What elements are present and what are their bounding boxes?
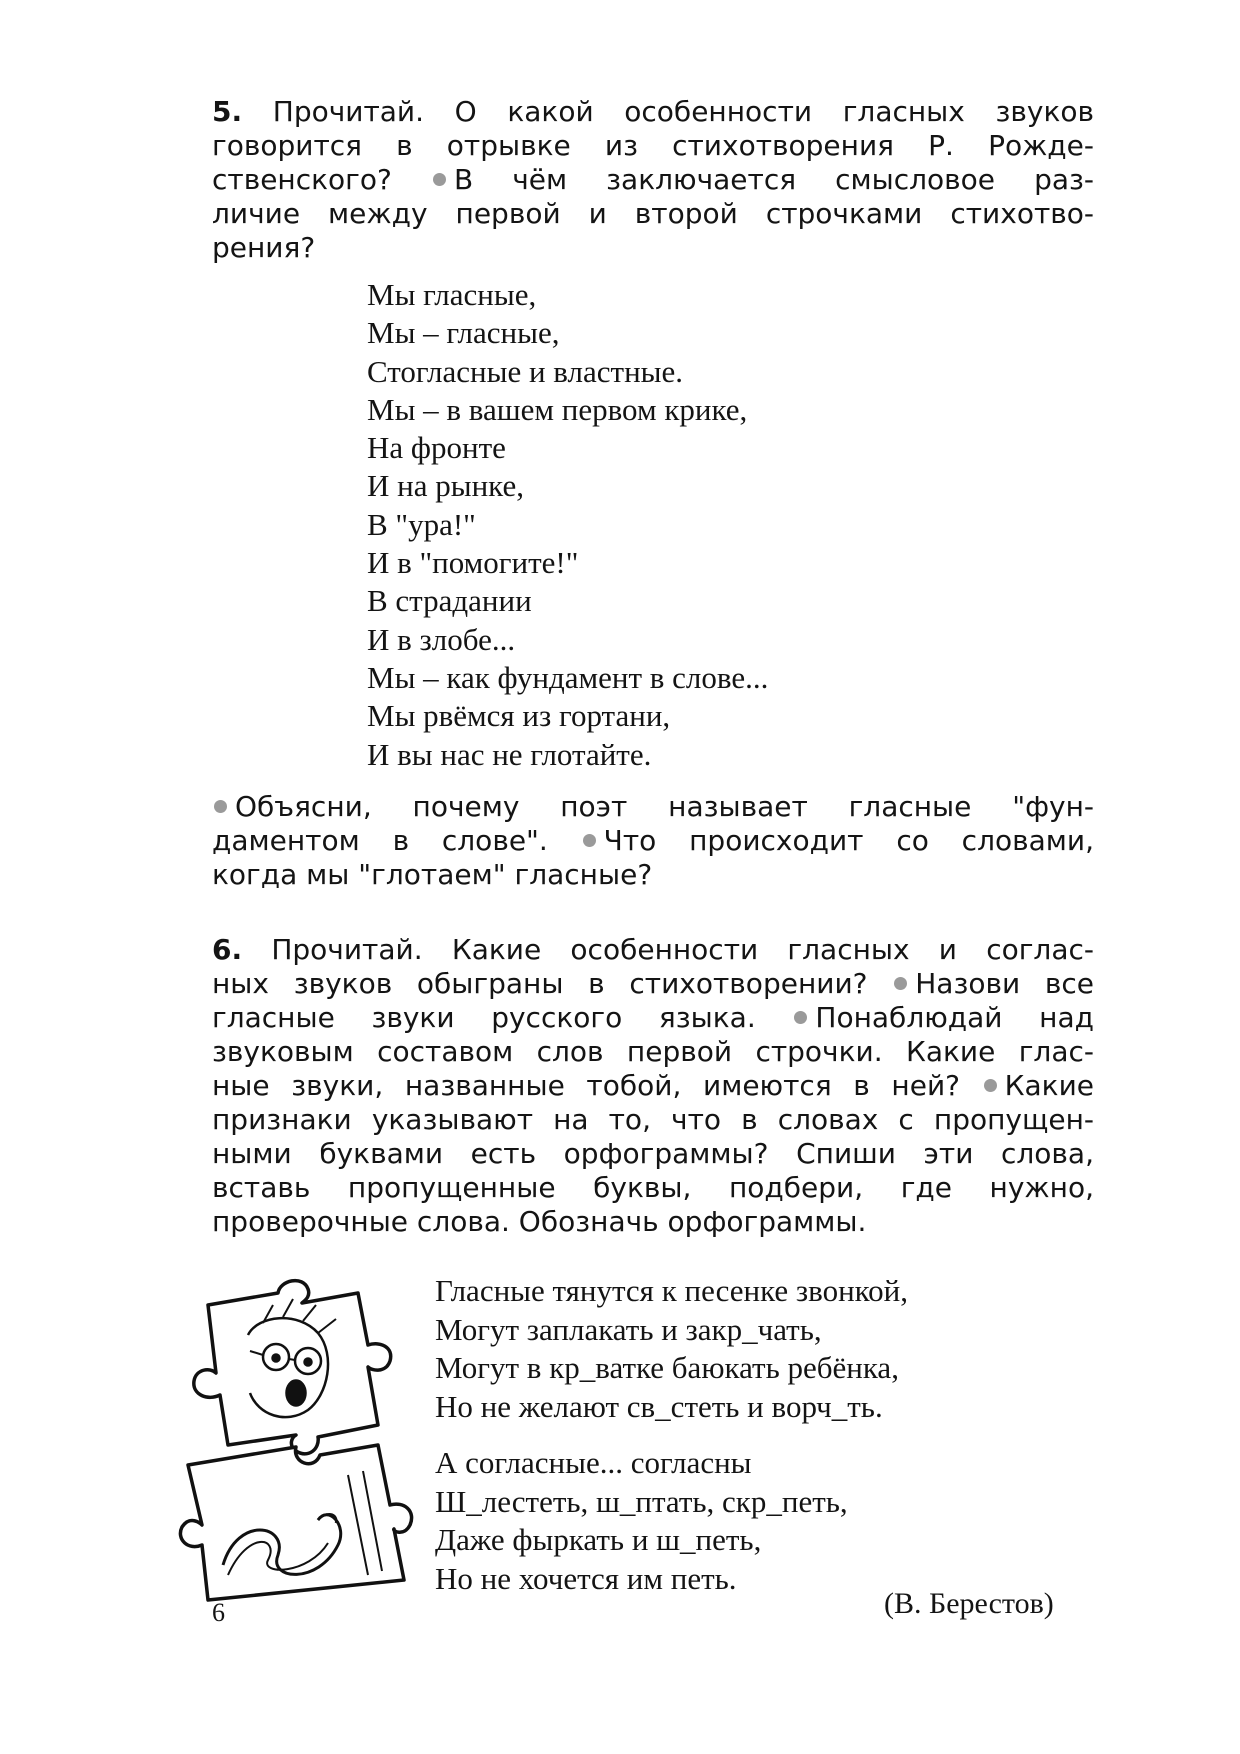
poem-author: (В. Берестов) — [884, 1587, 1054, 1620]
poem-line: Могут в кр_ватке баюкать ребёнка, — [435, 1350, 899, 1385]
poem-line: На фронте — [367, 430, 506, 466]
poem-line: И на рынке, — [367, 468, 524, 504]
stanza-gap — [435, 1426, 908, 1444]
poem-line: Мы – гласные, — [367, 315, 560, 351]
task-5-questions: Объясни, почему поэт называет гласные "фун- даментом в слове". Что происходит со словами, когда мы "глотаем" гласные? — [212, 790, 1094, 891]
poem-line: Но не хочется им петь. — [435, 1560, 737, 1596]
task-5: 5. Прочитай. О какой особенности гласных звуков говорится в отрывке из стихотворения Р. Рожде- ственского? В чём заключается смысловое раз- личие между первой и второй строчками стихотво- рения? — [212, 95, 1095, 264]
bullet-icon — [433, 173, 446, 186]
poem-line: Стогласные и властные. — [367, 353, 683, 389]
poem-line: Мы – в вашем первом крике, — [367, 391, 748, 427]
poem-line: Гласные тянутся к песенке звонкой, — [435, 1273, 908, 1308]
poem-berestov — [435, 1272, 908, 1598]
poem-line: Мы рвёмся из гортани, — [367, 698, 671, 734]
poem-line: Мы – как фундамент в слове... — [367, 659, 769, 695]
bullet-icon — [794, 1011, 807, 1024]
poem-line: И в злобе... — [367, 621, 516, 657]
poem-rozhdestvensky — [367, 276, 768, 774]
poem-line: Могут заплакать и закр_чать, — [435, 1311, 822, 1347]
task-6: 6. Прочитай. Какие особенности гласных и соглас- ных звуков обыграны в стихотворении? Назови все гласные звуки русского языка. Понаблюдай над звуковым составом слов первой строчки. Какие глас- ные звуки, названные тобой, имеются в ней? Какие признаки указывают на то, что в словах с пропущен- ными буквами есть орфограммы? Спиши эти слова, вставь пропущенные буквы, подбери, где нужно, проверочные слова. Обозначь орфограммы. — [212, 933, 1095, 1238]
poem-line: Но не желают св_стеть и ворч_ть. — [435, 1388, 883, 1424]
bullet-icon — [214, 800, 227, 813]
puzzle-illustration — [168, 1275, 418, 1605]
poem-line: А согласные... согласны — [435, 1445, 752, 1480]
poem-line: Даже фыркать и ш_петь, — [435, 1522, 762, 1557]
bullet-icon — [984, 1079, 997, 1092]
bullet-icon — [583, 834, 596, 847]
poem-line: И вы нас не глотайте. — [367, 736, 652, 772]
task-6-number: 6. — [212, 933, 243, 966]
page-number: 6 — [212, 1598, 225, 1627]
bullet-icon — [894, 977, 907, 990]
poem-line: И в "помогите!" — [367, 545, 579, 581]
poem-line: Ш_лестеть, ш_птать, скр_петь, — [435, 1483, 848, 1519]
poem-line: Мы гласные, — [367, 277, 537, 312]
poem-line: В "ура!" — [367, 506, 476, 542]
poem-line: В страдании — [367, 583, 532, 619]
task-5-number: 5. — [212, 95, 243, 128]
